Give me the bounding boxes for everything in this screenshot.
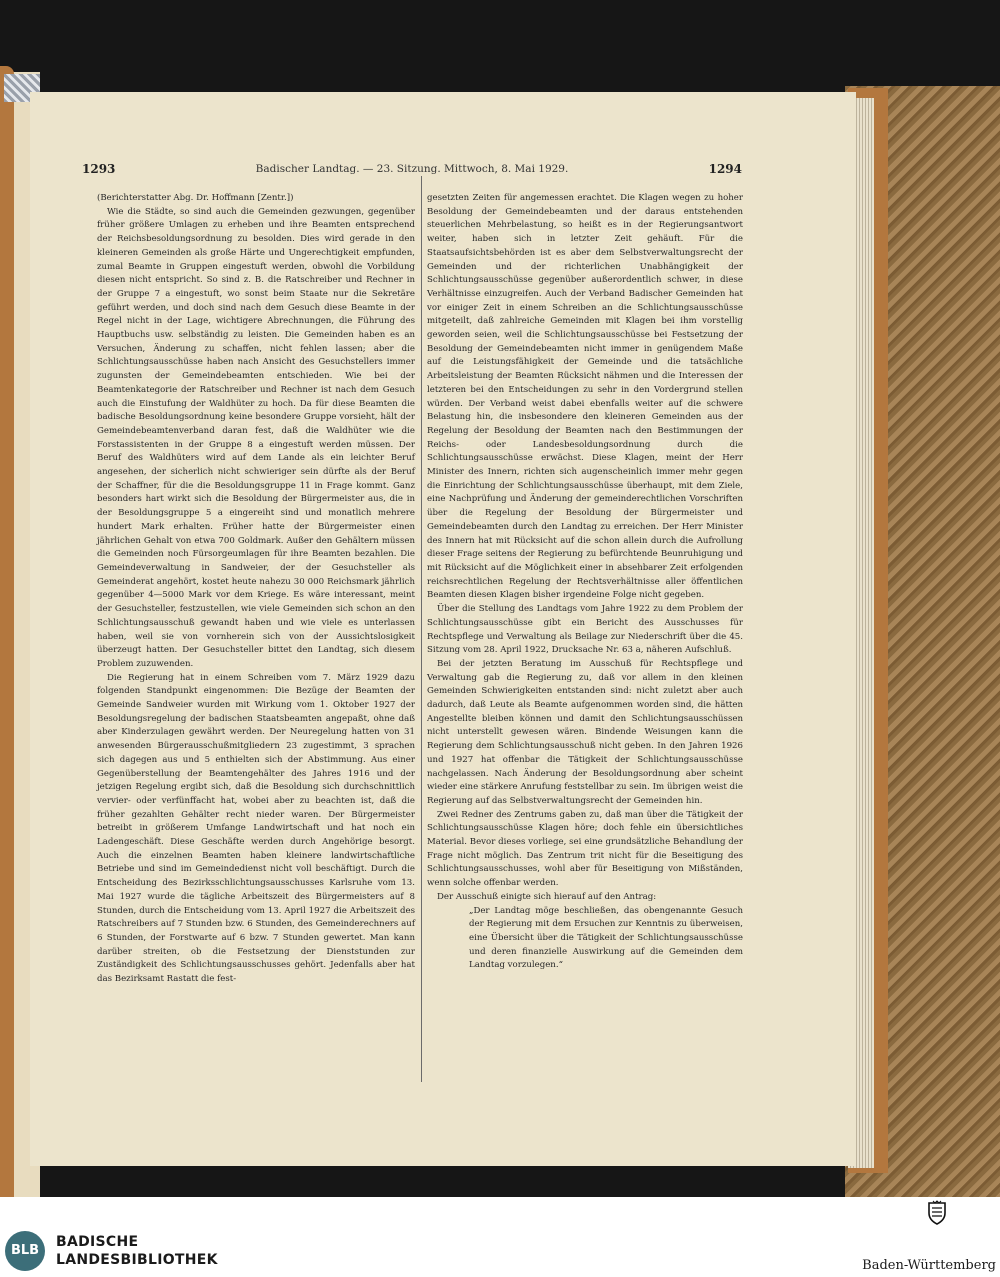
paragraph: Zwei Redner des Zentrums gaben zu, daß man über die Tätigkeit der Schlichtungsausschüsse Klagen höre; doch fehle ein übersichtliches Material. Bevor dieses vorliege, sei eine grundsätzliche Behandlung der Frage nicht möglich. Das Zentrum trit nicht für die Beseitigung des Schlichtungsausschusses, wohl aber für Beseitigung von Mißständen, wenn solche offenbar werden. <box>427 809 743 889</box>
baden-wuerttemberg-crest-icon <box>926 1200 948 1226</box>
running-head-title: Badischer Landtag. — 23. Sitzung. Mittwoch, 8. Mai 1929. <box>255 163 569 175</box>
library-name-line1: BADISCHE <box>56 1234 139 1250</box>
paragraph: Die Regierung hat in einem Schreiben vom 7. März 1929 dazu folgenden Standpunkt eingenommen: Die Bezüge der Beamten der Gemeinde Sandweier wurden mit Wirkung vom 1. Oktober 1927 der Besoldungsregelung der badischen Staatsbeamten angepaßt, ohne daß aber Kinderzulagen gewährt werden. Der Neuregelung hatten von 31 anwesenden Bürgerausschußmitgliedern 23 zugestimmt, 3 sprachen sich dagegen aus und 5 enthielten sich der Abstimmung. Aus einer Gegenüberstellung der Beamtengehälter des Jahres 1916 und der jetzigen Regelung ergibt sich, daß die Besoldung sich durchschnittlich vervier- oder verfünffacht hat, wobei aber zu beachten ist, daß die früher gezahlten Gehälter recht nieder waren. Der Bürgermeister betreibt in größerem Umfange Landwirtschaft und hat noch ein Ladengeschäft. Diese Geschäfte werden durch Angehörige besorgt. Auch die einzelnen Beamten haben kleinere landwirtschaftliche Betriebe und sind im Gemeindedienst nicht voll beschäftigt. Durch die Entscheidung des Bezirksschlichtungsausschusses Karlsruhe vom 13. Mai 1927 wurde die tägliche Arbeitszeit des Bürgermeisters auf 8 Stunden, durch die Entscheidung vom 13. April 1927 die Arbeitszeit des Ratschreibers auf 7 Stunden bzw. 6 Stunden, des Gemeinderechners auf 6 Stunden, der Forstwarte auf 6 bzw. 7 Stunden gewertet. Man kann darüber streiten, ob die Festsetzung der Dienststunden zur Zuständigkeit des Schlichtungsausschusses gehört. Jedenfalls aber hat das Bezirksamt Rastatt die fest- <box>97 672 415 985</box>
column-divider <box>421 176 422 1082</box>
paragraph: gesetzten Zeiten für angemessen erachtet. Die Klagen wegen zu hoher Besoldung der Gemeindebeamten und der daraus entstehenden steuerlichen Mehrbelastung, so heißt es in der Regierungsantwort weiter, haben sich in letzter Zeit gehäuft. Für die Staatsaufsichtsbehörden ist es aber dem Selbstverwaltungsrecht der Gemeinden und der richterlichen Unabhängigkeit der Schlichtungsausschüsse gegenüber außerordentlich schwer, in diese Verhältnisse einzugreifen. Auch der Verband Badischer Gemeinden hat vor einiger Zeit in einem Schreiben an die Schlichtungsausschüsse mitgeteilt, daß zahlreiche Gemeinden mit Klagen bei ihm vorstellig geworden seien, weil die Schlichtungsausschüsse bei Festsetzung der Besoldung der Gemeindebeamten nicht immer in genügendem Maße auf die Leistungsfähigkeit der Gemeinde und die tatsächliche Arbeitsleistung der Beamten Rücksicht nähmen und die Interessen der letzteren bei den Entscheidungen zu sehr in den Vordergrund stellen würden. Der Verband weist dabei ebenfalls weiter auf die schwere Belastung hin, die insbesondere den kleineren Gemeinden aus der Regelung der Besoldung der Beamten nach den Bestimmungen der Reichs- oder Landesbesoldungsordnung durch die Schlichtungsausschüsse erwächst. Diese Klagen, meint der Herr Minister des Innern, richten sich augenscheinlich immer mehr gegen die Einrichtung der Schlichtungsausschüsse überhaupt, mit dem Ziele, eine Nachprüfung und Änderung der gemeinderechtlichen Vorschriften über die Regelung der Besoldung der Bürgermeister und Gemeindebeamten durch den Landtag zu erreichen. Der Herr Minister des Innern hat mit Rücksicht auf die schon allein durch die Aufrollung dieser Frage seitens der Regierung zu befürchtende Beunruhigung und mit Rücksicht auf die Möglichkeit einer in absehbarer Zeit erfolgenden reichsrechtlichen Regelung der Rechtsverhältnisse aller öffentlichen Beamten diesen Klagen bisher irgendeine Folge nicht gegeben. <box>427 193 743 601</box>
speaker-note: (Berichterstatter Abg. Dr. Hoffmann [Zentr.]) <box>97 193 294 203</box>
page-number-right: 1294 <box>708 162 742 176</box>
text-column-left <box>97 192 415 987</box>
motion-quote: „Der Landtag möge beschließen, das obengenannte Gesuch der Regierung mit dem Ersuchen zur Kenntnis zu überweisen, eine Übersicht über die Tätigkeit der Schlichtungsausschüsse und deren finanzielle Auswirkung auf die Gemeinden dem Landtag vorzulegen.“ <box>469 905 743 971</box>
library-name-line2: LANDESBIBLIOTHEK <box>56 1252 218 1268</box>
book-spine-edge <box>0 66 14 1197</box>
library-name[interactable] <box>56 1233 218 1269</box>
text-column-right <box>427 192 743 973</box>
paragraph: Bei der jetzten Beratung im Ausschuß für Rechtspflege und Verwaltung gab die Regierung zu, daß vor allem in den kleinen Gemeinden Schwierigkeiten entstanden sind: nicht zuletzt aber auch dadurch, daß Leute als Beamte aufgenommen worden sind, die hätten Angestellte bleiben können und damit den Schlichtungsausschüssen nicht unterstellt gewesen wären. Bindende Weisungen kann die Regierung dem Schlichtungsausschuß nicht geben. In den Jahren 1926 und 1927 hat offenbar die Tätigkeit der Schlichtungsausschüsse nachgelassen. Nach Änderung der Besoldungsordnung aber scheint wieder eine stärkere Anrufung feststellbar zu sein. Im übrigen weist die Regierung auf das Selbstverwaltungsrecht der Gemeinden hin. <box>427 658 743 806</box>
paragraph: Über die Stellung des Landtags vom Jahre 1922 zu dem Problem der Schlichtungsausschüsse gibt ein Bericht des Ausschusses für Rechtspflege und Verwaltung als Beilage zur Niederschrift über die 45. Sitzung vom 28. April 1922, Drucksache Nr. 63 a, näheren Aufschluß. <box>427 604 743 656</box>
paragraph: Der Ausschuß einigte sich hierauf auf den Antrag: <box>437 891 657 902</box>
state-name: Baden-Württemberg <box>862 1258 996 1273</box>
paragraph: Wie die Städte, so sind auch die Gemeinden gezwungen, gegenüber früher größere Umlagen zu erheben und ihre Beamten entsprechend der Reichsbesoldungsordnung zu besolden. Dies wird gerade in den kleineren Gemeinden als große Härte und Ungerechtigkeit empfunden, zumal Beamte in Gruppen eingestuft werden, obwohl die Vorbildung diesen nicht entspricht. So sind z. B. die Ratschreiber und Rechner in der Gruppe 7 a eingestuft, wo sonst beim Staate nur die Sekretäre geführt werden, und doch sind nach dem Gesuch diese Beamte in der Regel nicht in der Lage, wichtigere Abrechnungen, die Führung des Hauptbuchs usw. selbständig zu leisten. Die Gemeinden haben es an Versuchen, Änderung zu schaffen, nicht fehlen lassen; aber die Schlichtungsausschüsse haben nach Ansicht des Gesuchstellers immer zugunsten der Gemeindebeamten entschieden. Wie bei der Beamtenkategorie der Ratschreiber und Rechner ist nach dem Gesuch auch die Einstufung der Waldhüter zu hoch. Da für diese Beamten die badische Besoldungsordnung keine besondere Gruppe vorsieht, hält der Gemeindebeamtenverband daran fest, daß die Waldhüter wie die Forstassistenten in der Gruppe 8 a eingestuft werden müssen. Der Beruf des Waldhüters wird auf dem Lande als ein leichter Beruf angesehen, der sicherlich nicht schwieriger sein dürfte als der Beruf der Schaffner, für die die Besoldungsgruppe 11 in Frage kommt. Ganz besonders hart wirkt sich die Besoldung der Bürgermeister aus, die in der Besoldungsgruppe 5 a eingereiht sind und monatlich mehrere hundert Mark erhalten. Früher hatte der Bürgermeister einen jährlichen Gehalt von etwa 700 Goldmark. Außer den Gehältern müssen die Gemeinden noch Fürsorgeumlagen für ihre Beamten bezahlen. Die Gemeindeverwaltung in Sandweier, der der Gesuchsteller als Gemeinderat angehört, kostet heute nahezu 30 000 Reichsmark jährlich gegenüber 4—5000 Mark vor dem Kriege. Es wäre interessant, meint der Gesuchsteller, festzustellen, wie viele Gemeinden sich schon an den Schlichtungsausschuß gewandt haben und wie viele es unterlassen haben, weil sie von vornherein sich von der Aussichtslosigkeit überzeugt hatten. Der Gesuchsteller bittet den Landtag, sich diesem Problem zuzuwenden. <box>97 206 415 669</box>
blb-logo[interactable]: BLB <box>5 1231 45 1271</box>
footer-bar <box>0 1197 1000 1277</box>
running-head <box>82 162 742 182</box>
page-number-left: 1293 <box>82 162 116 176</box>
